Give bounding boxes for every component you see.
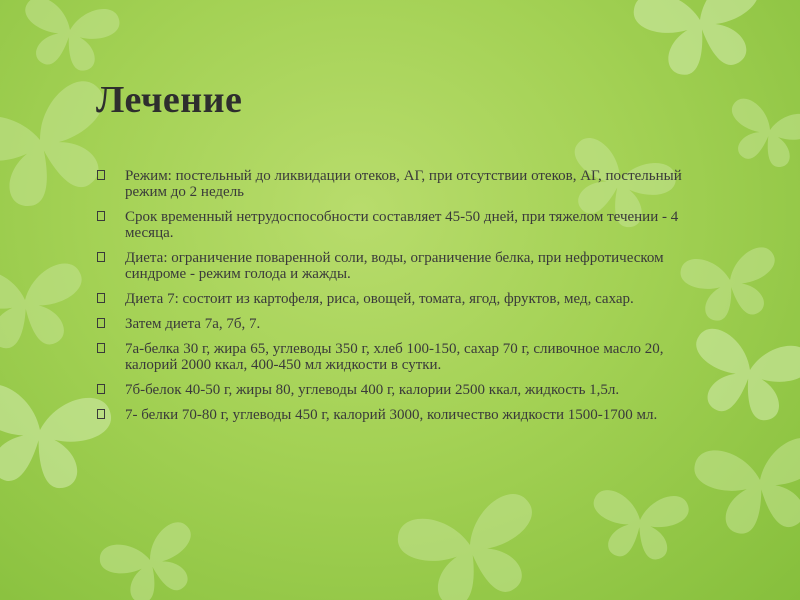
bullet-text: Диета 7: состоит из картофеля, риса, овощей, томата, ягод, фруктов, мед, сахар. <box>125 291 634 307</box>
bullet-marker-icon <box>97 409 105 419</box>
butterfly-icon <box>16 0 121 76</box>
list-item <box>97 250 707 282</box>
bullet-text: Диета: ограничение поваренной соли, воды, ограничение белка, при нефротическом синдроме - режим голода и жажды. <box>125 250 664 282</box>
slide-title: Лечение <box>96 79 243 121</box>
list-item <box>97 407 707 423</box>
bullet-text: Затем диета 7а, 7б, 7. <box>125 316 261 332</box>
list-item <box>97 316 707 332</box>
butterfly-icon <box>393 490 550 600</box>
list-item <box>97 341 707 373</box>
list-item <box>97 382 707 398</box>
bullet-marker-icon <box>97 293 105 303</box>
bullet-text: 7а-белка 30 г, жира 65, углеводы 350 г, хлеб 100-150, сахар 70 г, сливочное масло 20, калорий 2000 ккал, 400-450 мл жидкости в сутки. <box>125 341 664 373</box>
butterfly-icon <box>589 489 690 562</box>
list-item <box>97 291 707 307</box>
list-item <box>97 168 707 200</box>
bullet-marker-icon <box>97 252 105 262</box>
butterfly-icon <box>0 262 87 351</box>
bullet-text: Срок временный нетрудоспособности составляет 45-50 дней, при тяжелом течении - 4 месяца. <box>125 209 679 241</box>
bullet-marker-icon <box>97 343 105 353</box>
list-item <box>97 209 707 241</box>
bullet-marker-icon <box>97 318 105 328</box>
butterfly-icon <box>692 436 800 539</box>
butterfly-icon <box>720 96 800 174</box>
butterfly-icon <box>96 518 208 600</box>
bullet-text: 7- белки 70-80 г, углеводы 450 г, калорий 3000, количество жидкости 1500-1700 мл. <box>125 407 658 423</box>
bullet-marker-icon <box>97 170 105 180</box>
bullet-marker-icon <box>97 384 105 394</box>
butterfly-icon <box>630 0 772 83</box>
bullet-marker-icon <box>97 211 105 221</box>
bullet-text: Режим: постельный до ликвидации отеков, АГ, при отсутствии отеков, АГ, постельный режим до 2 недель <box>125 168 682 200</box>
bullet-text: 7б-белок 40-50 г, жиры 80, углеводы 400 г, калории 2500 ккал, жидкость 1,5л. <box>125 382 620 398</box>
bullet-list <box>97 168 707 432</box>
